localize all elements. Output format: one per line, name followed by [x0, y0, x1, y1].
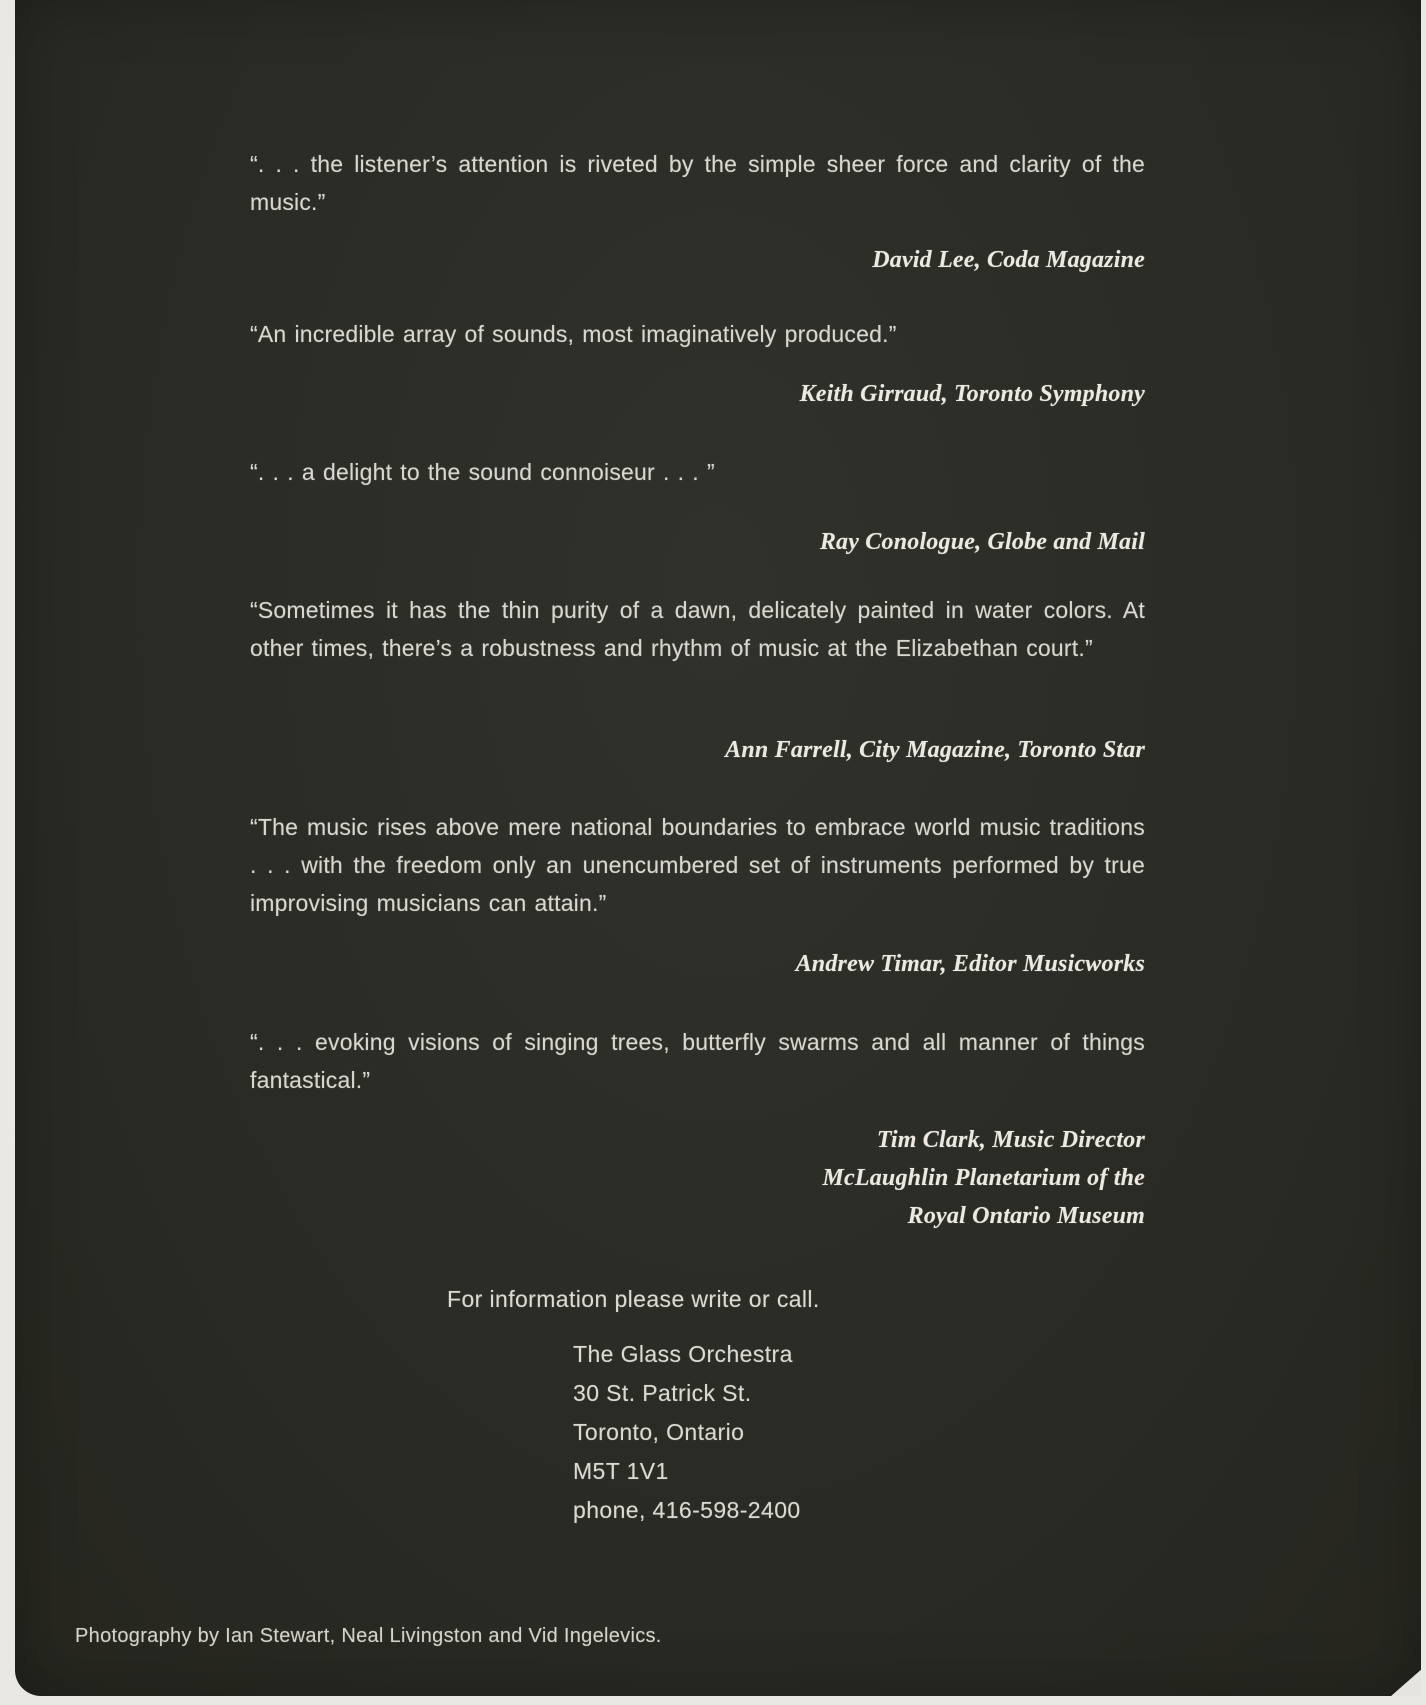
quote-4-attribution: Ann Farrell, City Magazine, Toronto Star	[725, 737, 1145, 763]
contact-phone: phone, 416-598-2400	[573, 1497, 801, 1523]
quote-3-attribution: Ray Conologue, Globe and Mail	[819, 529, 1145, 555]
quote-1-text: “. . . the listener’s attention is riveted by the simple sheer force and clarity of the music.”	[250, 151, 1145, 215]
quote-6-attribution-line-3: Royal Ontario Museum	[907, 1203, 1145, 1229]
quote-4-text: “Sometimes it has the thin purity of a dawn, delicately painted in water colors. At other times, there’s a robustness and rhythm of music at the Elizabethan court.”	[250, 597, 1145, 661]
quote-2-text: “An incredible array of sounds, most imaginatively produced.”	[250, 321, 897, 347]
contact-org-name: The Glass Orchestra	[573, 1341, 793, 1367]
contact-city: Toronto, Ontario	[573, 1419, 745, 1445]
photography-credit: Photography by Ian Stewart, Neal Livingston and Vid Ingelevics.	[75, 1625, 662, 1647]
quote-6-attribution-line-1: Tim Clark, Music Director	[876, 1127, 1145, 1153]
torn-corner-artifact	[1387, 1664, 1421, 1696]
quote-6-attribution-line-2: McLaughlin Planetarium of the	[822, 1165, 1145, 1191]
quote-6-text: “. . . evoking visions of singing trees, butterfly swarms and all manner of things fantastical.”	[250, 1029, 1145, 1093]
quote-3-text: “. . . a delight to the sound connoiseur . . . ”	[250, 459, 715, 485]
contact-heading: For information please write or call.	[447, 1286, 820, 1312]
quote-2-attribution: Keith Girraud, Toronto Symphony	[799, 381, 1145, 407]
brochure-page	[15, 0, 1421, 1696]
contact-address-block	[573, 1335, 801, 1530]
quote-1-attribution: David Lee, Coda Magazine	[872, 247, 1145, 273]
quote-6-attribution	[250, 1121, 1145, 1235]
quote-5-attribution: Andrew Timar, Editor Musicworks	[795, 951, 1145, 977]
contact-postal-code: M5T 1V1	[573, 1458, 669, 1484]
contact-street: 30 St. Patrick St.	[573, 1380, 752, 1406]
quote-5-text: “The music rises above mere national boundaries to embrace world music traditions . . . with the freedom only an unencumbered set of instruments performed by true improvising musicians can attain.”	[250, 814, 1145, 916]
